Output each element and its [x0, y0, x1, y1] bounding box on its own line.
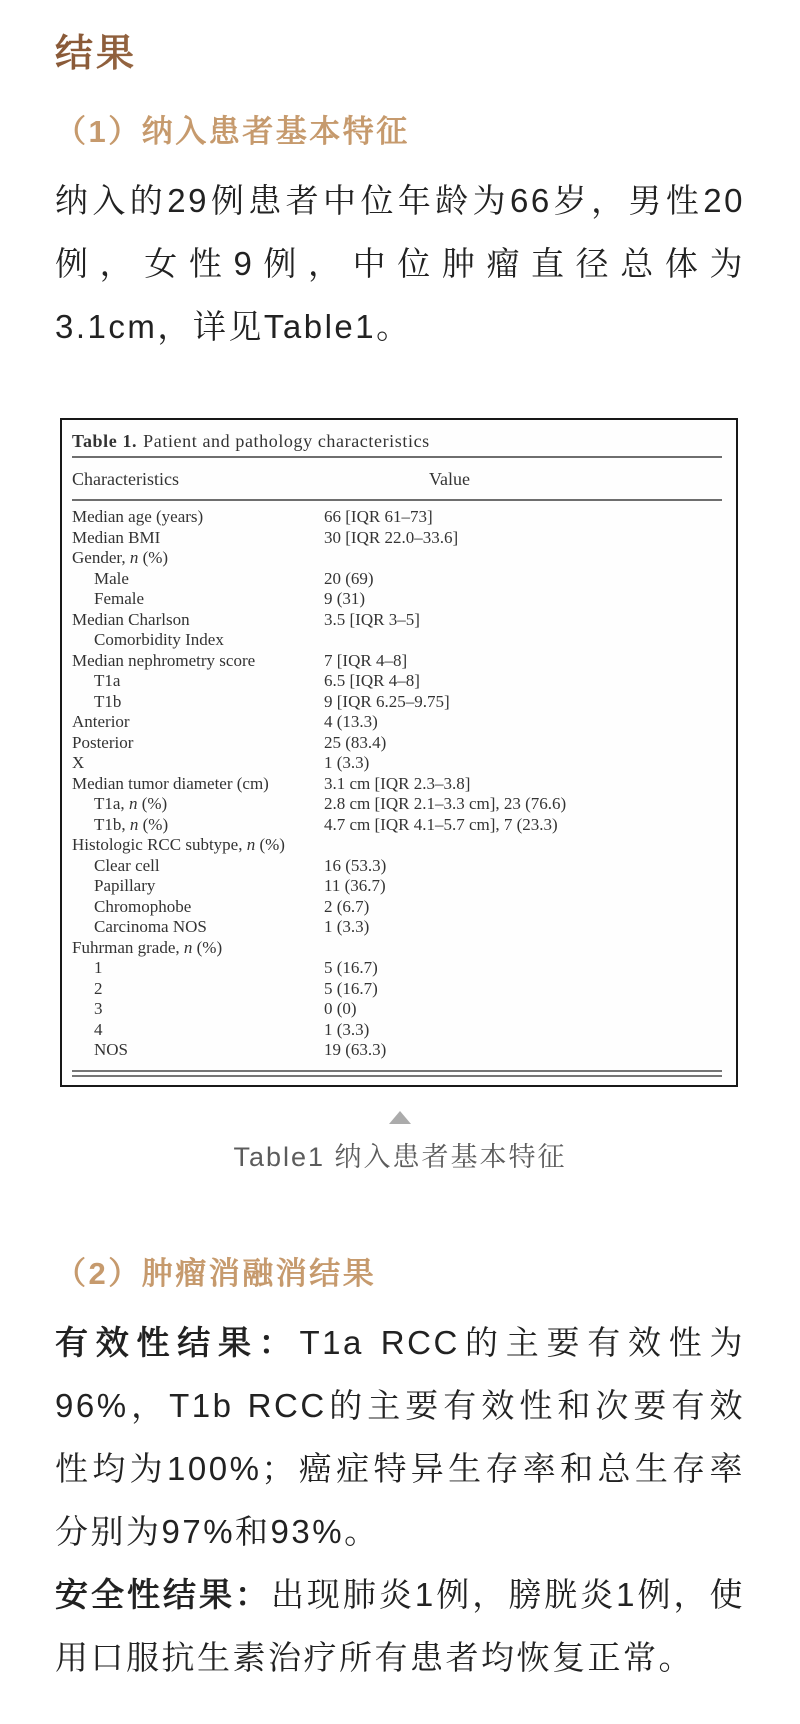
- table-cell-value: 1 (3.3): [324, 1019, 370, 1039]
- table-cell-value: 0 (0): [324, 999, 357, 1018]
- table-row: [72, 528, 722, 549]
- table-cell-characteristic: Posterior: [72, 732, 134, 752]
- table-cell-characteristic: X: [72, 753, 85, 772]
- table-row: [72, 835, 722, 856]
- paragraph-text: 出现肺炎1例，膀胱炎1例，使用口服抗生素治疗所有患者均恢复正常。: [55, 1575, 745, 1676]
- section-1-paragraph: [55, 169, 745, 358]
- table-cell-characteristic: Median tumor diameter (cm): [72, 773, 269, 793]
- table-figure: [60, 418, 738, 1087]
- table-title: [72, 428, 722, 454]
- table-cell-value: 5 (16.7): [324, 978, 378, 998]
- table-cell-characteristic: Fuhrman grade, n (%): [72, 937, 223, 957]
- table-cell-characteristic: T1a, n (%): [94, 794, 168, 813]
- table-cell-characteristic: Male: [94, 568, 129, 588]
- table-cell-characteristic: T1a: [94, 671, 121, 690]
- table-cell-characteristic: 4: [94, 1019, 103, 1039]
- table-row: [72, 876, 722, 897]
- table-row: [72, 917, 722, 938]
- table-row: [72, 671, 722, 692]
- table-row: [72, 1040, 722, 1061]
- article-page: [0, 30, 800, 1689]
- table-row: [72, 897, 722, 918]
- table-cell-value: 9 (31): [324, 589, 366, 608]
- table-row: [72, 815, 722, 836]
- table-cell-value: 3.1 cm [IQR 2.3–3.8]: [324, 773, 471, 793]
- table-cell-value: 1 (3.3): [324, 753, 370, 772]
- table-cell-characteristic: Gender, n (%): [72, 548, 169, 567]
- table-title-number: Table 1.: [72, 431, 138, 451]
- table-cell-value: [324, 938, 722, 959]
- table-row: [72, 856, 722, 877]
- table-cell-value: 2.8 cm [IQR 2.1–3.3 cm], 23 (76.6): [324, 794, 567, 813]
- table-row: [72, 794, 722, 815]
- paragraph-lead: 安全性结果：: [55, 1575, 271, 1613]
- section-1-heading: （1）纳入患者基本特征: [55, 114, 410, 149]
- table-bottom-rule: [72, 1070, 722, 1077]
- table-cell-value: [324, 630, 722, 651]
- table-cell-value: 5 (16.7): [324, 958, 378, 977]
- table-header-row: [72, 458, 722, 499]
- table-row: [72, 651, 722, 672]
- table-cell-characteristic: T1b, n (%): [94, 814, 169, 834]
- table-cell-value: 16 (53.3): [324, 855, 387, 875]
- table-cell-characteristic: Anterior: [72, 712, 130, 731]
- table-cell-value: 4.7 cm [IQR 4.1–5.7 cm], 7 (23.3): [324, 814, 558, 834]
- triangle-up-icon: [389, 1111, 411, 1124]
- table-cell-characteristic: 1: [94, 958, 103, 977]
- table-row: [72, 753, 722, 774]
- table-cell-characteristic: Clear cell: [94, 855, 160, 875]
- table-cell-value: 20 (69): [324, 568, 374, 588]
- table-row: [72, 712, 722, 733]
- table-cell-value: [324, 835, 722, 856]
- table-row: [72, 610, 722, 631]
- table-cell-characteristic: Chromophobe: [94, 896, 192, 916]
- table-row: [72, 1020, 722, 1041]
- table-cell-value: 66 [IQR 61–73]: [324, 507, 433, 526]
- table-cell-value: 25 (83.4): [324, 732, 387, 752]
- table-cell-value: [324, 548, 722, 569]
- column-header-value: Value: [429, 469, 470, 489]
- table-title-text: Patient and pathology characteristics: [143, 431, 430, 451]
- table-body: [72, 507, 722, 1061]
- table-cell-characteristic: 2: [94, 978, 103, 998]
- column-header-characteristics: Characteristics: [72, 469, 179, 489]
- table-cell-value: 3.5 [IQR 3–5]: [324, 609, 420, 629]
- table-row: [72, 958, 722, 979]
- table-row: [72, 774, 722, 795]
- table-row: [72, 630, 722, 651]
- figure-caption: Table1 纳入患者基本特征: [233, 1141, 567, 1172]
- table-cell-characteristic: 3: [94, 999, 103, 1018]
- table-cell-characteristic: Median BMI: [72, 527, 161, 547]
- table-row: [72, 507, 722, 528]
- table-cell-characteristic: Female: [94, 589, 145, 608]
- table-cell-characteristic: Papillary: [94, 876, 156, 895]
- paragraph-text: T1a RCC的主要有效性为96%，T1b RCC的主要有效性和次要有效性均为100%；癌症特异生存率和总生存率分别为97%和93%。: [55, 1323, 746, 1550]
- table-cell-characteristic: Median Charlson: [72, 609, 190, 629]
- table-row: [72, 733, 722, 754]
- table-cell-characteristic: Carcinoma NOS: [94, 917, 207, 936]
- paragraph-lead: 有效性结果：: [55, 1323, 300, 1361]
- table-row: [72, 692, 722, 713]
- table-cell-characteristic: Median age (years): [72, 507, 204, 526]
- section-2-paragraph-efficacy: [55, 1311, 745, 1563]
- table-cell-characteristic: T1b: [94, 691, 122, 711]
- page-title: 结果: [55, 30, 745, 78]
- table-cell-value: 7 [IQR 4–8]: [324, 650, 408, 670]
- table-row: [72, 999, 722, 1020]
- table-cell-value: 1 (3.3): [324, 917, 370, 936]
- table-row: [72, 938, 722, 959]
- table-cell-value: 6.5 [IQR 4–8]: [324, 671, 420, 690]
- table-cell-characteristic: Median nephrometry score: [72, 650, 256, 670]
- table-cell-characteristic: NOS: [94, 1040, 129, 1059]
- table-cell-characteristic: Comorbidity Index: [94, 630, 224, 649]
- table-cell-value: 11 (36.7): [324, 876, 386, 895]
- table-cell-value: 4 (13.3): [324, 712, 378, 731]
- table-cell-characteristic: Histologic RCC subtype, n (%): [72, 835, 285, 854]
- table-cell-value: 2 (6.7): [324, 896, 370, 916]
- table-cell-value: 19 (63.3): [324, 1040, 387, 1059]
- table-row: [72, 569, 722, 590]
- table-row: [72, 589, 722, 610]
- table-cell-value: 9 [IQR 6.25–9.75]: [324, 691, 450, 711]
- paragraph-text: 纳入的29例患者中位年龄为66岁，男性20例，女性9例，中位肿瘤直径总体为3.1cm，详见Table1。: [55, 182, 745, 345]
- table-header-rule: [72, 499, 722, 501]
- section-2-heading: （2）肿瘤消融消结果: [55, 1255, 377, 1291]
- table-row: [72, 548, 722, 569]
- section-2-paragraph-safety: [55, 1563, 745, 1689]
- table-cell-value: 30 [IQR 22.0–33.6]: [324, 527, 459, 547]
- table-row: [72, 979, 722, 1000]
